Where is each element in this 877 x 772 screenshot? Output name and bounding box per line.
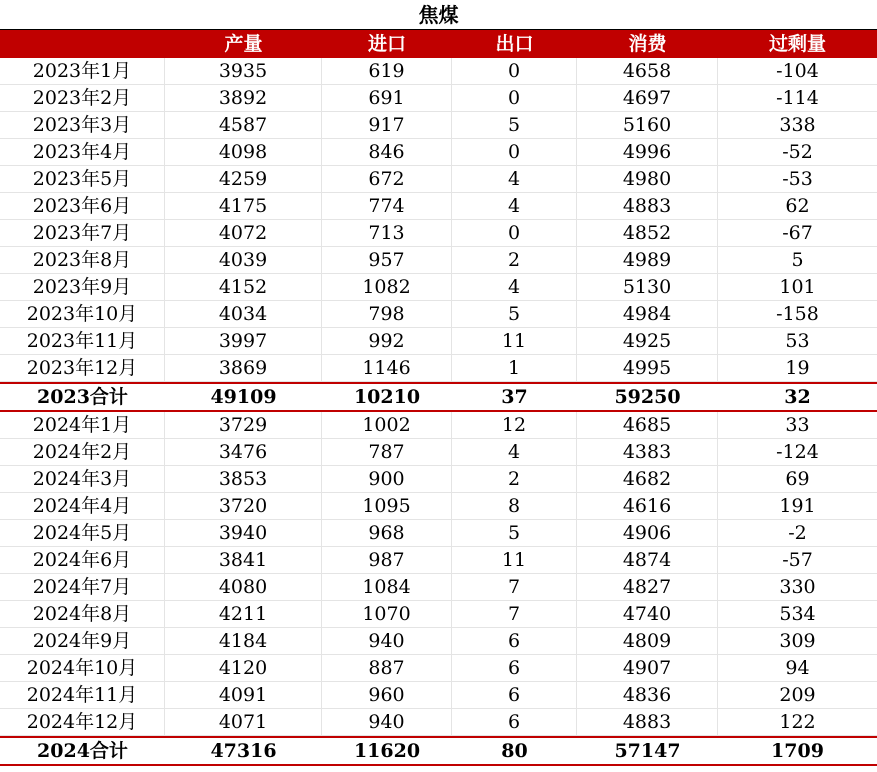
cell-consumption[interactable]: 4883 [577,193,718,220]
cell-label[interactable]: 2024年2月 [0,439,165,466]
cell-label[interactable]: 2024年12月 [0,709,165,736]
cell-production[interactable]: 3940 [165,520,322,547]
cell-import[interactable]: 10210 [353,386,421,408]
cell-label[interactable]: 2023年9月 [0,274,165,301]
cell-production[interactable]: 4152 [165,274,322,301]
cell-consumption[interactable]: 4658 [577,58,718,85]
cell-export[interactable]: 6 [452,682,577,709]
cell-import[interactable]: 619 [322,58,452,85]
cell-production[interactable]: 3935 [165,58,322,85]
cell-consumption[interactable]: 4383 [577,439,718,466]
cell-label[interactable]: 2024年10月 [0,655,165,682]
cell-production[interactable]: 3476 [165,439,322,466]
header-cell-production[interactable]: 产量 [224,33,263,55]
cell-surplus[interactable]: 101 [718,274,877,301]
cell-consumption[interactable]: 5130 [577,274,718,301]
total-row [0,382,877,412]
cell-consumption[interactable]: 4995 [577,355,718,382]
cell-consumption[interactable]: 4685 [577,412,718,439]
cell-import[interactable]: 798 [322,301,452,328]
cell-label[interactable]: 2024合计 [37,740,128,762]
cell-surplus[interactable]: -57 [718,547,877,574]
cell-import[interactable]: 11620 [353,740,421,762]
cell-import[interactable]: 1095 [322,493,452,520]
table-title: 焦煤 [418,3,459,27]
cell-export[interactable]: 0 [452,58,577,85]
table-row [0,439,877,466]
cell-surplus[interactable]: 32 [784,386,811,408]
cell-export[interactable]: 5 [452,112,577,139]
cell-label[interactable]: 2023年7月 [0,220,165,247]
cell-consumption[interactable]: 4697 [577,85,718,112]
cell-surplus[interactable]: 191 [718,493,877,520]
cell-export[interactable]: 4 [452,274,577,301]
cell-surplus[interactable]: -2 [718,520,877,547]
cell-production[interactable]: 4072 [165,220,322,247]
cell-surplus[interactable]: 122 [718,709,877,736]
cell-surplus[interactable]: 62 [718,193,877,220]
table-row [0,247,877,274]
cell-export[interactable]: 7 [452,574,577,601]
cell-consumption[interactable]: 4925 [577,328,718,355]
cell-export[interactable]: 0 [452,139,577,166]
cell-production[interactable]: 3720 [165,493,322,520]
table-row [0,301,877,328]
cell-label[interactable]: 2023年11月 [0,328,165,355]
table-row [0,493,877,520]
cell-label[interactable]: 2024年6月 [0,547,165,574]
cell-import[interactable]: 957 [322,247,452,274]
table-row [0,628,877,655]
header-cell-surplus[interactable]: 过剩量 [768,33,826,55]
cell-label[interactable]: 2024年3月 [0,466,165,493]
cell-surplus[interactable]: 309 [718,628,877,655]
cell-production[interactable]: 4175 [165,193,322,220]
cell-consumption[interactable]: 5160 [577,112,718,139]
cell-production[interactable]: 4120 [165,655,322,682]
cell-consumption[interactable]: 4809 [577,628,718,655]
cell-production[interactable]: 4098 [165,139,322,166]
table-row [0,85,877,112]
cell-consumption[interactable]: 4996 [577,139,718,166]
cell-import[interactable]: 846 [322,139,452,166]
cell-export[interactable]: 0 [452,85,577,112]
cell-label[interactable]: 2024年4月 [0,493,165,520]
cell-consumption[interactable]: 4682 [577,466,718,493]
cell-surplus[interactable]: 69 [718,466,877,493]
cell-production[interactable]: 3853 [165,466,322,493]
table-row [0,709,877,736]
cell-export[interactable]: 4 [452,166,577,193]
cell-surplus[interactable]: 53 [718,328,877,355]
cell-label[interactable]: 2023合计 [37,386,128,408]
cell-import[interactable]: 887 [322,655,452,682]
table-row [0,355,877,382]
table-row [0,547,877,574]
cell-consumption[interactable]: 4984 [577,301,718,328]
table-row [0,601,877,628]
cell-export[interactable]: 12 [452,412,577,439]
cell-import[interactable]: 917 [322,112,452,139]
cell-label[interactable]: 2023年3月 [0,112,165,139]
cell-surplus[interactable]: -124 [718,439,877,466]
cell-production[interactable]: 4071 [165,709,322,736]
cell-consumption[interactable]: 4874 [577,547,718,574]
cell-production[interactable]: 4034 [165,301,322,328]
cell-surplus[interactable]: 209 [718,682,877,709]
cell-consumption[interactable]: 4989 [577,247,718,274]
cell-import[interactable]: 968 [322,520,452,547]
cell-label[interactable]: 2023年8月 [0,247,165,274]
cell-label[interactable]: 2024年1月 [0,412,165,439]
cell-label[interactable]: 2023年6月 [0,193,165,220]
cell-label[interactable]: 2024年8月 [0,601,165,628]
cell-consumption[interactable]: 4907 [577,655,718,682]
cell-production[interactable]: 4259 [165,166,322,193]
table-row [0,520,877,547]
cell-label[interactable]: 2024年11月 [0,682,165,709]
cell-production[interactable]: 4211 [165,601,322,628]
cell-export[interactable]: 8 [452,493,577,520]
cell-consumption[interactable]: 4836 [577,682,718,709]
cell-export[interactable]: 2 [452,247,577,274]
cell-label[interactable]: 2024年5月 [0,520,165,547]
table-row [0,58,877,85]
cell-export[interactable]: 5 [452,301,577,328]
table-row [0,682,877,709]
cell-import[interactable]: 787 [322,439,452,466]
cell-label[interactable]: 2024年7月 [0,574,165,601]
table-row [0,274,877,301]
header-cell-consumption[interactable]: 消费 [628,33,667,55]
cell-export[interactable]: 2 [452,466,577,493]
cell-import[interactable]: 1070 [322,601,452,628]
cell-export[interactable]: 1 [452,355,577,382]
cell-label[interactable]: 2023年2月 [0,85,165,112]
cell-import[interactable]: 1084 [322,574,452,601]
cell-import[interactable]: 713 [322,220,452,247]
cell-production[interactable]: 4091 [165,682,322,709]
cell-surplus[interactable]: -104 [718,58,877,85]
cell-label[interactable]: 2023年5月 [0,166,165,193]
cell-label[interactable]: 2023年10月 [0,301,165,328]
cell-surplus[interactable]: -53 [718,166,877,193]
cell-export[interactable]: 4 [452,193,577,220]
table-row [0,574,877,601]
cell-label[interactable]: 2023年12月 [0,355,165,382]
cell-production[interactable]: 49109 [210,386,277,408]
cell-production[interactable]: 3892 [165,85,322,112]
cell-export[interactable]: 6 [452,628,577,655]
cell-consumption[interactable]: 4616 [577,493,718,520]
table-row [0,166,877,193]
cell-import[interactable]: 691 [322,85,452,112]
cell-consumption[interactable]: 4980 [577,166,718,193]
cell-surplus[interactable]: 330 [718,574,877,601]
cell-consumption[interactable]: 57147 [614,740,681,762]
cell-consumption[interactable]: 4852 [577,220,718,247]
cell-import[interactable]: 672 [322,166,452,193]
cell-import[interactable]: 987 [322,547,452,574]
header-cell-import[interactable]: 进口 [367,33,406,55]
cell-surplus[interactable]: -67 [718,220,877,247]
cell-production[interactable]: 4184 [165,628,322,655]
cell-consumption[interactable]: 4906 [577,520,718,547]
cell-export[interactable]: 4 [452,439,577,466]
cell-production[interactable]: 3997 [165,328,322,355]
cell-production[interactable]: 4587 [165,112,322,139]
cell-import[interactable]: 1146 [322,355,452,382]
cell-export[interactable]: 11 [452,547,577,574]
cell-production[interactable]: 3869 [165,355,322,382]
cell-import[interactable]: 940 [322,709,452,736]
cell-export[interactable]: 6 [452,655,577,682]
cell-surplus[interactable]: 19 [718,355,877,382]
cell-surplus[interactable]: 94 [718,655,877,682]
total-row [0,736,877,766]
header-cell-label[interactable] [0,30,165,58]
table-row [0,655,877,682]
table-row [0,328,877,355]
cell-import[interactable]: 774 [322,193,452,220]
cell-label[interactable]: 2023年1月 [0,58,165,85]
cell-production[interactable]: 47316 [210,740,277,762]
cell-export[interactable]: 5 [452,520,577,547]
cell-production[interactable]: 3841 [165,547,322,574]
cell-export[interactable]: 7 [452,601,577,628]
cell-production[interactable]: 3729 [165,412,322,439]
cell-import[interactable]: 900 [322,466,452,493]
cell-label[interactable]: 2023年4月 [0,139,165,166]
cell-surplus[interactable]: 5 [718,247,877,274]
cell-surplus[interactable]: 1709 [771,740,824,762]
cell-export[interactable]: 11 [452,328,577,355]
cell-surplus[interactable]: -114 [718,85,877,112]
table-row [0,220,877,247]
cell-export[interactable]: 0 [452,220,577,247]
cell-import[interactable]: 992 [322,328,452,355]
cell-consumption[interactable]: 4740 [577,601,718,628]
cell-import[interactable]: 1082 [322,274,452,301]
table-row [0,466,877,493]
table-row [0,193,877,220]
cell-consumption[interactable]: 4827 [577,574,718,601]
cell-surplus[interactable]: 33 [718,412,877,439]
cell-surplus[interactable]: 534 [718,601,877,628]
cell-surplus[interactable]: 338 [718,112,877,139]
cell-import[interactable]: 1002 [322,412,452,439]
cell-import[interactable]: 960 [322,682,452,709]
cell-surplus[interactable]: -158 [718,301,877,328]
cell-export[interactable]: 6 [452,709,577,736]
table-row [0,112,877,139]
cell-consumption[interactable]: 59250 [614,386,681,408]
table-row [0,139,877,166]
cell-export[interactable]: 80 [501,740,528,762]
cell-export[interactable]: 37 [501,386,528,408]
cell-surplus[interactable]: -52 [718,139,877,166]
header-cell-export[interactable]: 出口 [495,33,534,55]
header-row [0,29,877,58]
cell-import[interactable]: 940 [322,628,452,655]
table-row [0,412,877,439]
cell-production[interactable]: 4080 [165,574,322,601]
cell-label[interactable]: 2024年9月 [0,628,165,655]
cell-production[interactable]: 4039 [165,247,322,274]
cell-consumption[interactable]: 4883 [577,709,718,736]
